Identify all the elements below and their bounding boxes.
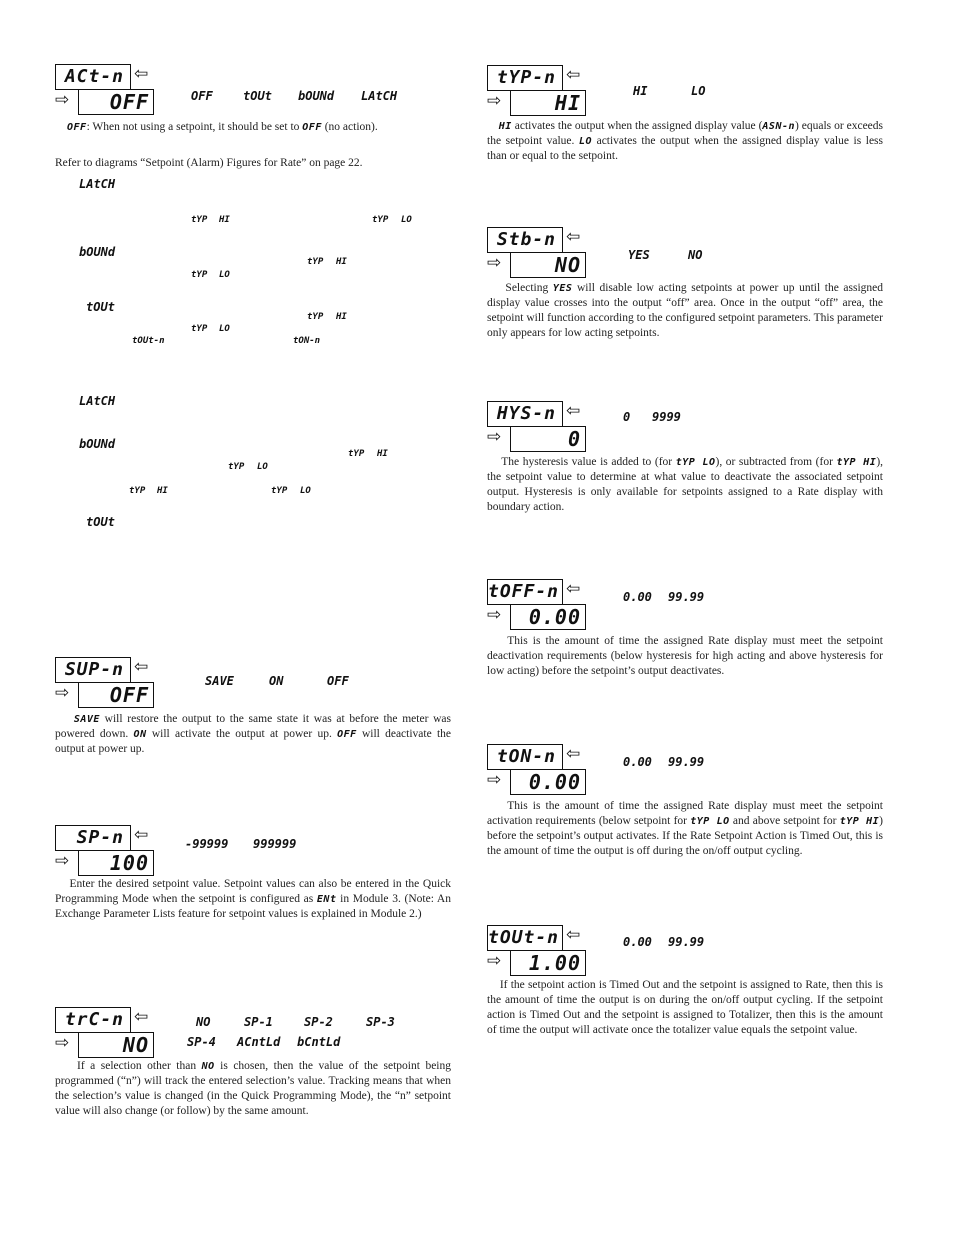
enter-arrow-icon: ⇦ xyxy=(566,579,581,599)
down-arrow-icon: ⇨ xyxy=(487,253,502,273)
frag-lo: LO xyxy=(219,270,230,280)
ton-options: 0.00 99.99 xyxy=(623,755,705,769)
sp-display-top: SP-n xyxy=(55,825,131,851)
tout-label: tOUt xyxy=(86,300,115,314)
trc-options-row1: NO SP-1 SP-2 SP-3 xyxy=(196,1015,395,1029)
frag-typ: tYP xyxy=(191,215,208,225)
trc-description: If a selection other than NO is chosen, then the value of the setpoint being programmed (“n”) will track the entered selection’s value. Tracking means that when the selection’s value is changed (in the Quick Programming Mode), the “n” setpoint value will also change (or follow) by the same amount. xyxy=(55,1060,451,1117)
toff-description: This is the amount of time the assigned Rate display must meet the setpoint deactivation requirements (below hysteresis for high acting and above hysteresis for low acting) before the setpoint’s output deactivates. xyxy=(487,635,883,677)
stb-options: YES NO xyxy=(628,248,703,262)
ton-display-top: tON-n xyxy=(487,744,563,770)
sup-display-top: SUP-n xyxy=(55,657,131,683)
typ-display-top: tYP-n xyxy=(487,65,563,91)
toff-display-top: tOFF-n xyxy=(487,579,563,605)
tout-display-bottom: 1.00 xyxy=(510,950,586,976)
typ-description: HI activates the output when the assigned display value (ASN-n) equals or exceeds the setpoint value. LO activates the output when the assigned display value is less than or equal to the setpoint. xyxy=(487,120,884,162)
hys-description: The hysteresis value is added to (for tYP LO), or subtracted from (for tYP HI), the setpoint value to determine at what value to deactivate the associated setpoint output. Hysteresis is only available for setpoints assigned to a Rate display with boundary action. xyxy=(487,456,884,513)
ton-display-bottom: 0.00 xyxy=(510,769,586,795)
frag-hi: HI xyxy=(157,486,168,496)
down-arrow-icon: ⇨ xyxy=(487,91,502,111)
hys-options: 0 9999 xyxy=(623,410,681,424)
sp-display-bottom: 100 xyxy=(78,850,154,876)
tout-description: If the setpoint action is Timed Out and the setpoint is assigned to Rate, then this is the amount of time the output is on during the on/off output cycling. If the setpoint action is Timed Out and the setpoint is assigned to Totalizer, then this is the amount of time the output will activate once the totalizer value equals the setpoint value. xyxy=(487,979,883,1036)
ton-description: This is the amount of time the assigned Rate display must meet the setpoint activation requirements (below setpoint for tYP LO and above setpoint for tYP HI) before the setpoint’s output activates. If the Rate Setpoint Action is Timed Out, this is the amount of time the output is off during the on/off output cycling. xyxy=(487,800,883,857)
latch-label: LAtCH xyxy=(79,177,116,191)
down-arrow-icon: ⇨ xyxy=(55,1033,70,1053)
enter-arrow-icon: ⇦ xyxy=(134,657,149,677)
frag-typ: tYP xyxy=(191,324,208,334)
down-arrow-icon: ⇨ xyxy=(487,770,502,790)
frag-typ: tYP xyxy=(129,486,146,496)
frag-hi: HI xyxy=(377,449,388,459)
sp-options: -99999 999999 xyxy=(185,837,297,851)
down-arrow-icon: ⇨ xyxy=(487,427,502,447)
toff-display-bottom: 0.00 xyxy=(510,604,586,630)
trc-display-bottom: NO xyxy=(78,1032,154,1058)
act-refer: Refer to diagrams “Setpoint (Alarm) Figures for Rate” on page 22. xyxy=(55,157,363,169)
frag-lo: LO xyxy=(300,486,311,496)
act-display-bottom: OFF xyxy=(78,89,154,115)
tout-label-2: tOUt xyxy=(86,515,115,529)
enter-arrow-icon: ⇦ xyxy=(566,401,581,421)
frag-hi: HI xyxy=(219,215,230,225)
frag-ton-n: tON-n xyxy=(293,336,321,346)
frag-typ: tYP xyxy=(372,215,389,225)
sup-description: SAVE will restore the output to the same state it was at before the meter was powered down. ON will activate the output at power up. OFF will deactivate the output at power up. xyxy=(55,713,452,755)
trc-display-top: trC-n xyxy=(55,1007,131,1033)
latch-label-2: LAtCH xyxy=(79,394,116,408)
frag-lo: LO xyxy=(257,462,268,472)
enter-arrow-icon: ⇦ xyxy=(566,65,581,85)
frag-lo: LO xyxy=(219,324,230,334)
stb-display-bottom: NO xyxy=(510,252,586,278)
stb-display-top: Stb-n xyxy=(487,227,563,253)
act-note: OFF: When not using a setpoint, it should be set to OFF (no action). xyxy=(67,121,378,133)
enter-arrow-icon: ⇦ xyxy=(566,925,581,945)
down-arrow-icon: ⇨ xyxy=(487,605,502,625)
tout-options: 0.00 99.99 xyxy=(623,935,705,949)
frag-typ: tYP xyxy=(307,257,324,267)
down-arrow-icon: ⇨ xyxy=(487,951,502,971)
hys-display-top: HYS-n xyxy=(487,401,563,427)
sup-options: SAVE ON OFF xyxy=(205,674,349,688)
bound-label-2: bOUNd xyxy=(79,437,116,451)
frag-typ: tYP xyxy=(271,486,288,496)
tout-display-top: tOUt-n xyxy=(487,925,563,951)
act-display-top: ACt-n xyxy=(55,64,131,90)
enter-arrow-icon: ⇦ xyxy=(134,1007,149,1027)
down-arrow-icon: ⇨ xyxy=(55,90,70,110)
stb-description: Selecting YES will disable low acting setpoints at power up until the assigned display value crosses into the output “off” area. Once in the output “off” area, the setpoint will function according to the configured setpoint parameters. This parameter only appears for low acting setpoints. xyxy=(487,282,884,339)
down-arrow-icon: ⇨ xyxy=(55,683,70,703)
sp-description: Enter the desired setpoint value. Setpoint values can also be entered in the Quick Programming Mode when the setpoint is configured as ENt in Module 3. (Note: An Exchange Parameter Lists feature for setpoint values is explained in Module 2.) xyxy=(55,878,452,920)
frag-typ: tYP xyxy=(307,312,324,322)
frag-tout-n: tOUt-n xyxy=(132,336,165,346)
bound-label: bOUNd xyxy=(79,245,116,259)
frag-hi: HI xyxy=(336,312,347,322)
frag-typ: tYP xyxy=(228,462,245,472)
sup-display-bottom: OFF xyxy=(78,682,154,708)
act-options: OFF tOUt bOUNd LAtCH xyxy=(191,89,398,103)
trc-options-row2: SP-4 ACntLd bCntLd xyxy=(187,1035,341,1049)
typ-display-bottom: HI xyxy=(510,90,586,116)
toff-options: 0.00 99.99 xyxy=(623,590,705,604)
frag-typ: tYP xyxy=(348,449,365,459)
enter-arrow-icon: ⇦ xyxy=(566,227,581,247)
hys-display-bottom: 0 xyxy=(510,426,586,452)
enter-arrow-icon: ⇦ xyxy=(134,64,149,84)
typ-options: HI LO xyxy=(633,84,706,98)
frag-typ: tYP xyxy=(191,270,208,280)
frag-hi: HI xyxy=(336,257,347,267)
frag-lo: LO xyxy=(401,215,412,225)
enter-arrow-icon: ⇦ xyxy=(566,744,581,764)
down-arrow-icon: ⇨ xyxy=(55,851,70,871)
enter-arrow-icon: ⇦ xyxy=(134,825,149,845)
